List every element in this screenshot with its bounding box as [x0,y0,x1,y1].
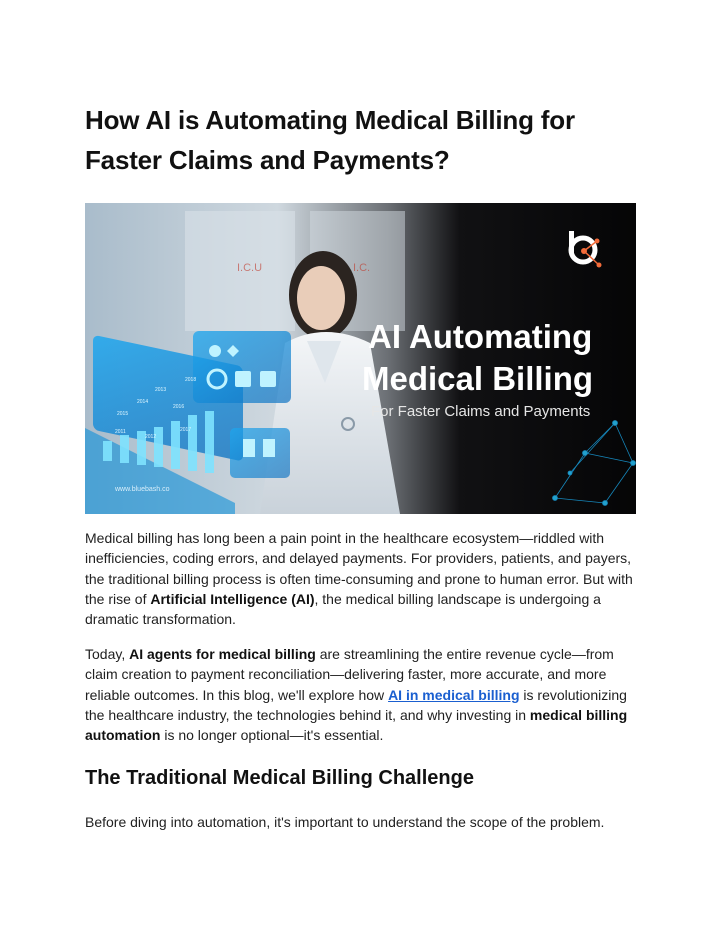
glow-bar [154,427,163,467]
chart-year-label: 2018 [185,377,197,383]
para1-bold: Artificial Intelligence (AI) [150,590,315,607]
hero-image [85,203,636,514]
para2-text-mid: are streamlining the entire revenue cycle—from claim creation to payment reconciliation—delivering faster, more accurate, and more reliable outcomes. In this blog, we'll explore how [85,646,614,703]
para2-bold-ai-agents: AI agents for medical billing [129,646,316,662]
para1-text-end: , the medical billing landscape is undergoing a dramatic transformation. [85,590,601,628]
para1-text: Medical billing has long been a pain point in the healthcare ecosystem—riddled with inefficiencies, coding errors, and delayed payments. For providers, patients, and payers, the traditional billing process is often time-consuming and prone to human error. But with the rise of [85,530,633,607]
article-title: How AI is Automating Medical Billing for Faster Claims and Payments? [85,105,575,175]
para2-text: Today, [85,646,130,662]
hero-heading-line2: Medical Billing [362,360,594,397]
glow-bar [171,421,180,469]
glow-bar [205,411,214,473]
hero-watermark: www.bluebash.co [115,486,170,493]
second-paragraph [85,644,637,745]
chart-year-label: 2016 [173,404,185,410]
third-paragraph: Before diving into automation, it's important to understand the scope of the problem. [85,814,605,830]
hero-illustration [85,203,636,514]
chart-year-label: 2011 [115,429,126,435]
glow-bar [103,441,112,461]
para2-text-end: is no longer optional—it's essential. [160,727,384,744]
glow-bar [188,415,197,471]
chart-year-label: 2012 [145,434,157,440]
para2-text-mid2: is revolutionizing the healthcare industry, the technologies behind it, and why investing in [85,686,627,723]
chart-year-label: 2013 [155,387,167,393]
intro-paragraph [85,528,637,629]
para2-bold-automation: medical billing automation [85,706,628,744]
chart-year-label: 2017 [180,427,192,433]
glow-bar [120,435,129,463]
hero-heading-line1: AI Automating [368,318,593,355]
chart-year-label: 2014 [137,399,149,405]
chart-year-label: 2015 [117,411,129,417]
svg-text:I.C.U: I.C.U [237,262,263,274]
section-heading: The Traditional Medical Billing Challenge [85,767,474,789]
ai-in-medical-billing-link[interactable]: AI in medical billing [388,686,520,703]
svg-text:I.C.: I.C. [353,262,371,274]
hero-subheading: For Faster Claims and Payments [371,403,591,420]
